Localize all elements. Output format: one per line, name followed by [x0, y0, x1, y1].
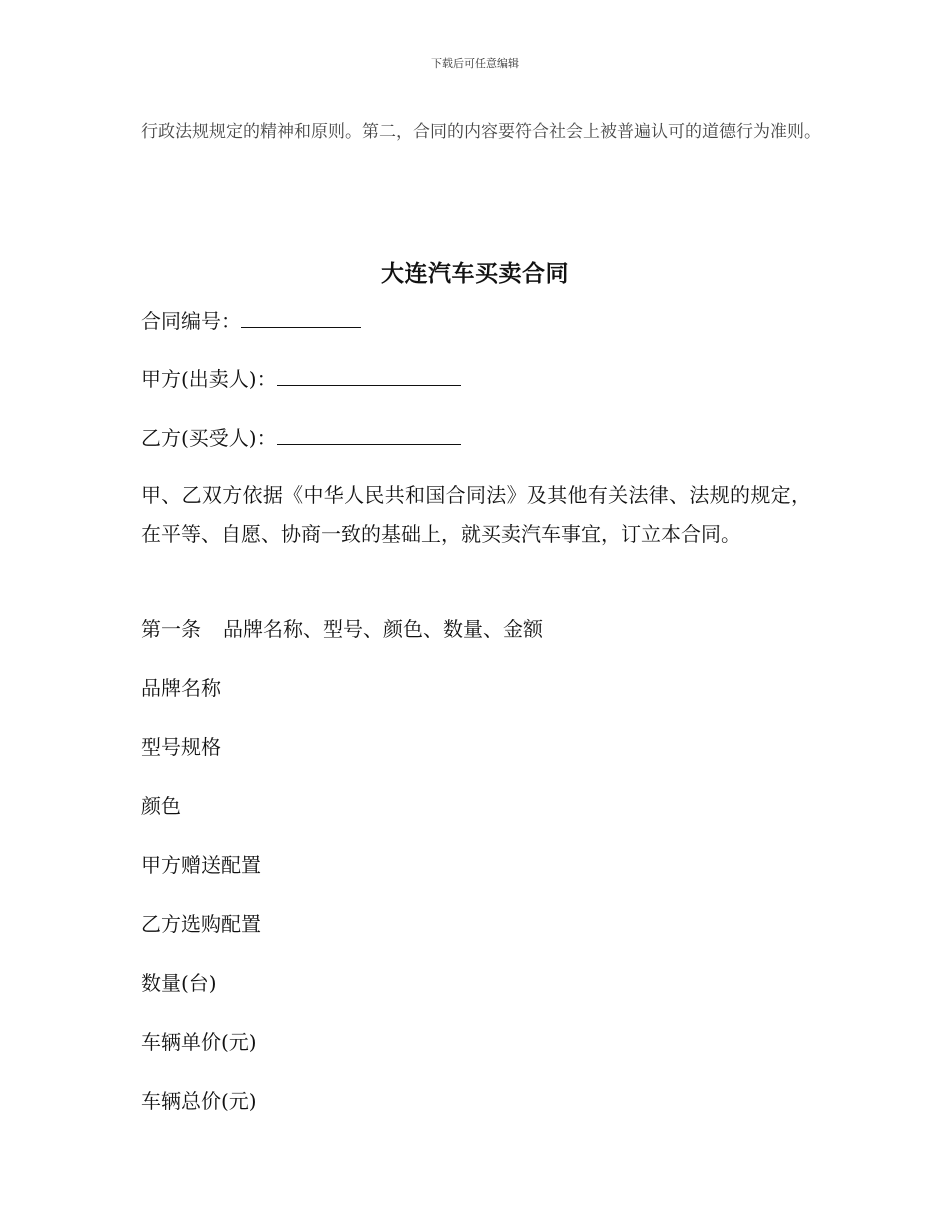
- contract-title: 大连汽车买卖合同: [381, 260, 569, 287]
- field-party-b-optional-config: 乙方选购配置: [141, 912, 261, 936]
- party-b-blank: [277, 426, 461, 445]
- field-party-a-gift-config: 甲方赠送配置: [141, 853, 261, 877]
- article1-title: 品牌名称、型号、颜色、数量、金额: [223, 617, 543, 641]
- contract-number-blank: [241, 309, 361, 328]
- intro-paragraph: 行政法规规定的精神和原则。第二，合同的内容要符合社会上被普遍认可的道德行为准则。: [141, 122, 821, 142]
- field-total-price: 车辆总价(元): [141, 1089, 257, 1113]
- field-unit-price: 车辆单价(元): [141, 1030, 257, 1054]
- party-a-blank: [277, 367, 461, 386]
- party-b-label: 乙方(买受人)：: [141, 426, 277, 450]
- contract-number-line: [141, 308, 361, 334]
- field-brand-name: 品牌名称: [141, 676, 221, 700]
- field-color: 颜色: [141, 794, 181, 818]
- article1-heading: [141, 616, 543, 642]
- party-b-line: [141, 425, 461, 451]
- field-quantity: 数量(台): [141, 971, 217, 995]
- field-model-spec: 型号规格: [141, 735, 221, 759]
- article1-number: 第一条: [141, 617, 201, 641]
- preamble-paragraph: 甲、乙双方依据《中华人民共和国合同法》及其他有关法律、法规的规定，在平等、自愿、协商一致的基础上，就买卖汽车事宜，订立本合同。: [141, 483, 811, 546]
- party-a-label: 甲方(出卖人)：: [141, 367, 277, 391]
- contract-number-label: 合同编号：: [141, 309, 241, 333]
- party-a-line: [141, 366, 461, 392]
- header-note: 下载后可任意编辑: [431, 57, 519, 70]
